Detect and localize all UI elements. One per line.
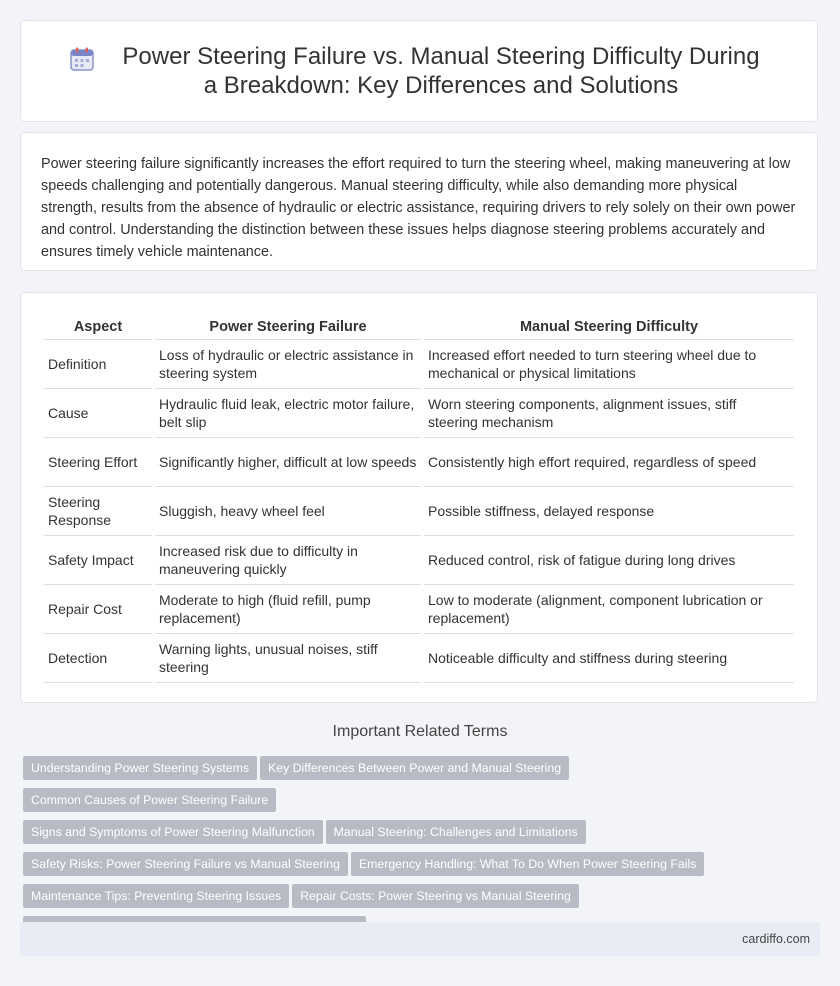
row-manual: Consistently high effort required, regardless of speed xyxy=(424,438,794,487)
row-power: Loss of hydraulic or electric assistance in steering system xyxy=(155,340,421,389)
row-aspect: Repair Cost xyxy=(44,585,152,634)
related-term-chip[interactable]: Repair Costs: Power Steering vs Manual Steering xyxy=(292,884,579,908)
row-manual: Reduced control, risk of fatigue during long drives xyxy=(424,536,794,585)
table-row xyxy=(44,389,794,438)
related-term-chip[interactable]: Manual Steering: Challenges and Limitations xyxy=(326,820,586,844)
row-power: Moderate to high (fluid refill, pump replacement) xyxy=(155,585,421,634)
footer-site-link[interactable]: cardiffo.com xyxy=(742,932,810,946)
related-term-chip[interactable]: Key Differences Between Power and Manual Steering xyxy=(260,756,569,780)
row-manual: Low to moderate (alignment, component lubrication or replacement) xyxy=(424,585,794,634)
comparison-card xyxy=(20,292,818,703)
table-row xyxy=(44,487,794,536)
row-power: Sluggish, heavy wheel feel xyxy=(155,487,421,536)
table-header-row xyxy=(44,313,794,340)
row-manual: Worn steering components, alignment issues, stiff steering mechanism xyxy=(424,389,794,438)
row-manual: Increased effort needed to turn steering wheel due to mechanical or physical limitations xyxy=(424,340,794,389)
related-term-chip[interactable]: Maintenance Tips: Preventing Steering Issues xyxy=(23,884,289,908)
row-power: Increased risk due to difficulty in maneuvering quickly xyxy=(155,536,421,585)
header-power-steering: Power Steering Failure xyxy=(155,313,421,340)
row-aspect: Cause xyxy=(44,389,152,438)
comparison-table xyxy=(41,313,797,683)
table-row xyxy=(44,634,794,683)
table-row xyxy=(44,340,794,389)
related-terms-title: Important Related Terms xyxy=(332,723,508,740)
related-term-chip[interactable]: Signs and Symptoms of Power Steering Malfunction xyxy=(23,820,323,844)
intro-card xyxy=(20,132,818,271)
calendar-icon xyxy=(69,46,95,72)
table-row xyxy=(44,536,794,585)
row-power: Warning lights, unusual noises, stiff steering xyxy=(155,634,421,683)
row-aspect: Steering Response xyxy=(44,487,152,536)
header-manual-steering: Manual Steering Difficulty xyxy=(424,313,794,340)
row-manual: Possible stiffness, delayed response xyxy=(424,487,794,536)
row-aspect: Steering Effort xyxy=(44,438,152,487)
intro-text: Power steering failure significantly increases the effort required to turn the steering wheel, making maneuvering at low speeds challenging and potentially dangerous. Manual steering difficulty, while also demanding more physical strength, results from the absence of hydraulic or electric assistance, requiring drivers to rely solely on their own power and control. Understanding the distinction between these issues helps diagnose steering problems accurately and ensures timely vehicle maintenance. xyxy=(41,156,796,260)
row-aspect: Detection xyxy=(44,634,152,683)
table-row xyxy=(44,438,794,487)
header-card xyxy=(20,20,818,122)
footer xyxy=(20,922,820,956)
related-term-chip[interactable]: Emergency Handling: What To Do When Power Steering Fails xyxy=(351,852,704,876)
related-term-chip[interactable]: Safety Risks: Power Steering Failure vs Manual Steering xyxy=(23,852,348,876)
related-terms-list xyxy=(23,756,823,948)
row-aspect: Definition xyxy=(44,340,152,389)
table-row xyxy=(44,585,794,634)
row-power: Significantly higher, difficult at low speeds xyxy=(155,438,421,487)
related-term-chip[interactable]: Common Causes of Power Steering Failure xyxy=(23,788,276,812)
related-term-chip[interactable]: Understanding Power Steering Systems xyxy=(23,756,257,780)
page-title: Power Steering Failure vs. Manual Steering Difficulty During a Breakdown: Key Differences and Solutions xyxy=(122,43,760,99)
header-aspect: Aspect xyxy=(44,313,152,340)
row-manual: Noticeable difficulty and stiffness during steering xyxy=(424,634,794,683)
row-aspect: Safety Impact xyxy=(44,536,152,585)
row-power: Hydraulic fluid leak, electric motor failure, belt slip xyxy=(155,389,421,438)
